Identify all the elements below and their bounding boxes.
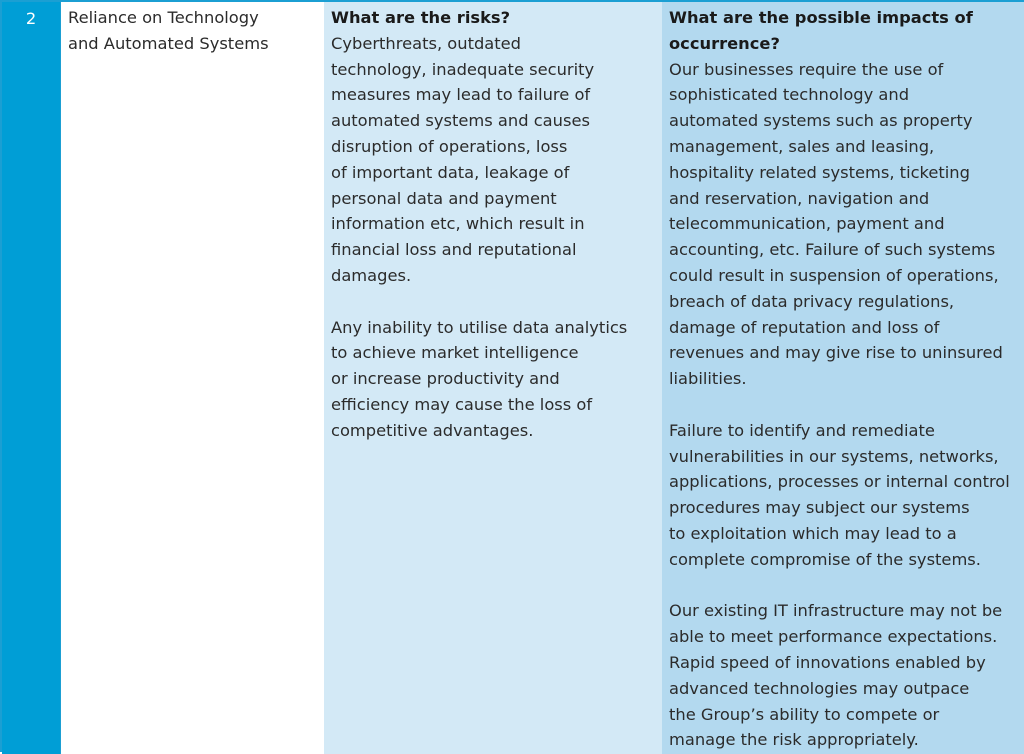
text-line: technology, inadequate security <box>331 59 595 79</box>
text-line: advanced technologies may outpace <box>669 678 970 698</box>
text-line: hospitality related systems, ticketing <box>669 162 970 182</box>
risks-paragraph-2 <box>331 315 656 444</box>
text-line: Failure to identify and remediate <box>669 420 935 440</box>
risks-heading: What are the risks? <box>331 8 511 27</box>
text-line: could result in suspension of operations, <box>669 265 999 285</box>
text-line: or increase productivity and <box>331 369 560 389</box>
text-line: and reservation, navigation and <box>669 188 930 208</box>
text-line: the Group’s ability to compete or <box>669 704 940 724</box>
impacts-cell <box>662 2 1024 754</box>
text-line: liabilities. <box>669 369 747 389</box>
text-line: breach of data privacy regulations, <box>669 291 955 311</box>
risk-title <box>68 5 320 57</box>
text-line: sophisticated technology and <box>669 85 910 105</box>
text-line: efficiency may cause the loss of <box>331 394 593 414</box>
impacts-paragraph-3 <box>669 598 1022 753</box>
risks-cell <box>324 2 662 754</box>
text-line: competitive advantages. <box>331 420 534 440</box>
text-line: automated systems such as property <box>669 111 973 131</box>
text-line: to exploitation which may lead to a <box>669 523 957 543</box>
impacts-paragraph-2 <box>669 418 1022 573</box>
text-line: personal data and payment <box>331 188 557 208</box>
text-line: Rapid speed of innovations enabled by <box>669 652 986 672</box>
paragraph-gap <box>669 573 1022 599</box>
impacts-heading <box>669 5 1022 57</box>
text-line: financial loss and reputational <box>331 240 577 260</box>
text-line: management, sales and leasing, <box>669 136 935 156</box>
risk-title-line: and Automated Systems <box>68 33 269 53</box>
text-line: measures may lead to failure of <box>331 85 591 105</box>
text-line: Cyberthreats, outdated <box>331 33 522 53</box>
paragraph-gap <box>331 289 656 315</box>
text-line: procedures may subject our systems <box>669 498 970 518</box>
text-line: automated systems and causes <box>331 111 590 131</box>
text-line: Any inability to utilise data analytics <box>331 317 628 337</box>
text-line: disruption of operations, loss <box>331 136 568 156</box>
risk-title-cell <box>60 2 324 754</box>
text-line: complete compromise of the systems. <box>669 549 981 569</box>
row-number-cell <box>2 2 60 754</box>
text-line: to achieve market intelligence <box>331 343 579 363</box>
text-line: accounting, etc. Failure of such systems <box>669 240 996 260</box>
text-line: damage of reputation and loss of <box>669 317 940 337</box>
paragraph-gap <box>669 392 1022 418</box>
text-line: able to meet performance expectations. <box>669 627 998 647</box>
text-line: damages. <box>331 265 412 285</box>
text-line: manage the risk appropriately. <box>669 730 919 750</box>
text-line: of important data, leakage of <box>331 162 570 182</box>
text-line: Our existing IT infrastructure may not be <box>669 601 1003 621</box>
heading-line: occurrence? <box>669 33 780 53</box>
row-number: 2 <box>25 9 37 28</box>
text-line: information etc, which result in <box>331 214 585 234</box>
risks-paragraph-1 <box>331 31 656 289</box>
text-line: applications, processes or internal control <box>669 472 1010 492</box>
text-line: revenues and may give rise to uninsured <box>669 343 1003 363</box>
text-line: Our businesses require the use of <box>669 59 944 79</box>
impacts-paragraph-1 <box>669 57 1022 392</box>
text-line: telecommunication, payment and <box>669 214 945 234</box>
text-line: vulnerabilities in our systems, networks, <box>669 446 999 466</box>
risk-title-line: Reliance on Technology <box>68 8 259 27</box>
heading-line: What are the possible impacts of <box>669 8 973 27</box>
